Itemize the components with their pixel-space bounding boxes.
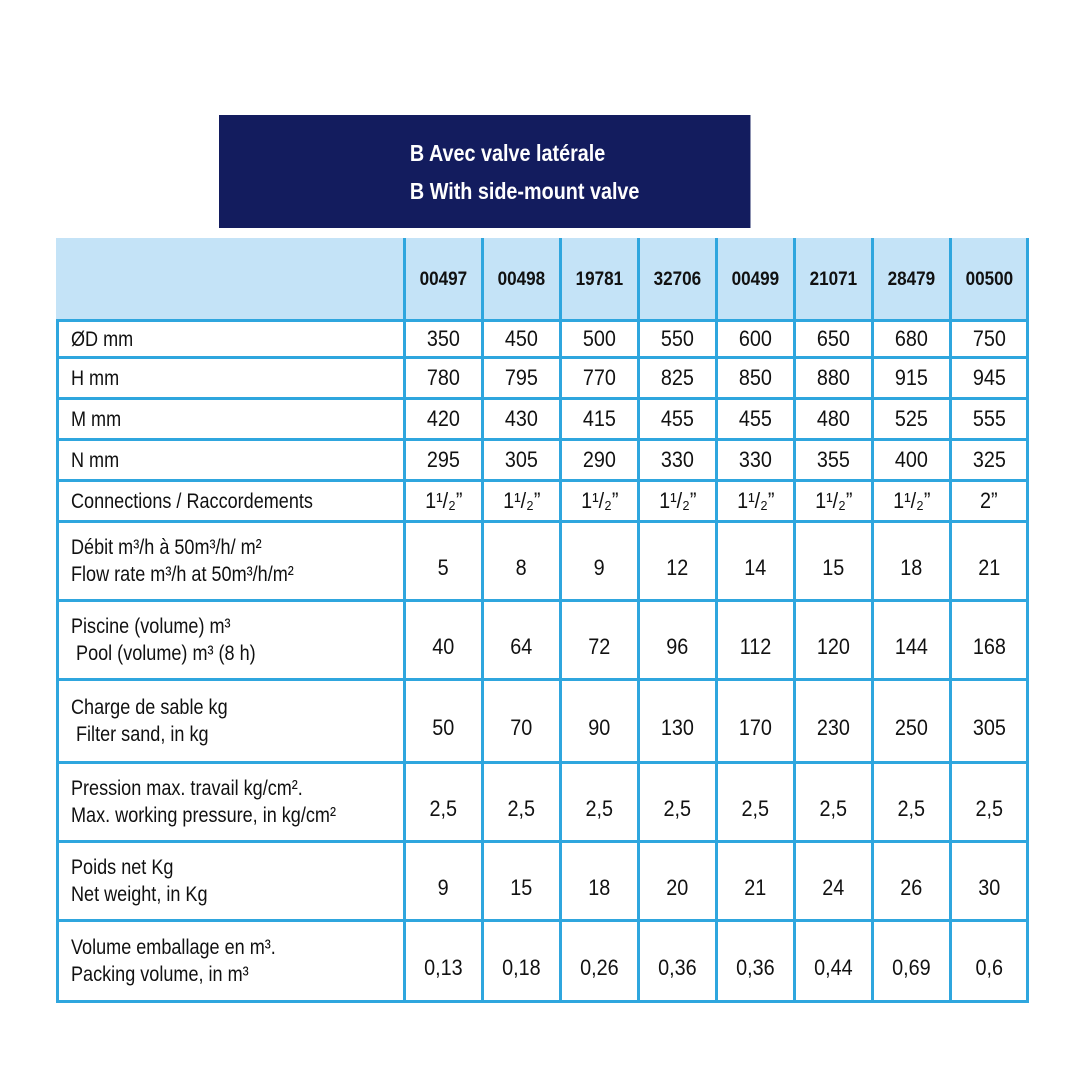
table-cell: 30: [951, 842, 1028, 921]
column-header: 00499: [717, 240, 795, 321]
table-cell: 500: [561, 321, 639, 358]
table-cell: 250: [873, 680, 951, 763]
table-cell: 2,5: [951, 763, 1028, 842]
table-row: [58, 763, 1028, 842]
table-cell: 96: [639, 601, 717, 680]
table-cell: 880: [795, 358, 873, 399]
table-cell: 64: [483, 601, 561, 680]
table-cell: 1¹/₂”: [639, 481, 717, 522]
table-cell: 330: [717, 440, 795, 481]
table-cell: 770: [561, 358, 639, 399]
column-header: 32706: [639, 240, 717, 321]
row-label-line-1: Débit m³/h à 50m³/h/ m²: [71, 536, 262, 559]
table-cell: 525: [873, 399, 951, 440]
table-cell: 230: [795, 680, 873, 763]
table-cell: 144: [873, 601, 951, 680]
table-cell: 795: [483, 358, 561, 399]
column-header: 00497: [405, 240, 483, 321]
row-label: [58, 440, 405, 481]
table-cell: 15: [483, 842, 561, 921]
table-cell: 1¹/₂”: [717, 481, 795, 522]
spec-table-container: [56, 238, 1026, 1003]
table-row: [58, 522, 1028, 601]
row-label-line-2: Flow rate m³/h at 50m³/h/m²: [71, 563, 294, 586]
title-french: B Avec valve latérale: [409, 139, 606, 166]
table-row: [58, 601, 1028, 680]
table-row: [58, 399, 1028, 440]
table-cell: 600: [717, 321, 795, 358]
row-label: [58, 921, 405, 1002]
table-cell: 2,5: [795, 763, 873, 842]
table-cell: 455: [639, 399, 717, 440]
table-cell: 550: [639, 321, 717, 358]
table-row: [58, 321, 1028, 358]
row-label-line-1: N mm: [71, 448, 120, 472]
table-cell: 1¹/₂”: [483, 481, 561, 522]
table-cell: 40: [405, 601, 483, 680]
table-cell: 1¹/₂”: [561, 481, 639, 522]
table-cell: 0,36: [639, 921, 717, 1002]
row-label: [58, 601, 405, 680]
table-cell: 420: [405, 399, 483, 440]
table-cell: 450: [483, 321, 561, 358]
row-label-line-2: Filter sand, in kg: [71, 723, 209, 746]
table-cell: 305: [483, 440, 561, 481]
table-cell: 0,44: [795, 921, 873, 1002]
table-cell: 305: [951, 680, 1028, 763]
spec-table: [56, 238, 1029, 1003]
table-cell: 15: [795, 522, 873, 601]
table-cell: 18: [561, 842, 639, 921]
table-cell: 1¹/₂”: [873, 481, 951, 522]
table-cell: 14: [717, 522, 795, 601]
table-cell: 1¹/₂”: [405, 481, 483, 522]
table-cell: 9: [405, 842, 483, 921]
table-cell: 26: [873, 842, 951, 921]
table-cell: 750: [951, 321, 1028, 358]
row-label-line-1: Pression max. travail kg/cm².: [71, 777, 303, 800]
table-cell: 850: [717, 358, 795, 399]
table-cell: 480: [795, 399, 873, 440]
table-cell: 2,5: [873, 763, 951, 842]
row-label-line-1: Charge de sable kg: [71, 696, 228, 719]
table-cell: 130: [639, 680, 717, 763]
row-label-line-1: H mm: [71, 366, 120, 390]
row-label-line-2: Max. working pressure, in kg/cm²: [71, 804, 336, 827]
table-cell: 18: [873, 522, 951, 601]
row-label-line-2: Packing volume, in m³: [71, 963, 249, 986]
row-label-line-1: Piscine (volume) m³: [71, 615, 231, 638]
row-label: [58, 399, 405, 440]
row-label-line-2: Pool (volume) m³ (8 h): [71, 642, 256, 665]
table-cell: 50: [405, 680, 483, 763]
table-cell: 0,36: [717, 921, 795, 1002]
table-cell: 0,18: [483, 921, 561, 1002]
row-label: [58, 842, 405, 921]
column-header: 19781: [561, 240, 639, 321]
table-cell: 325: [951, 440, 1028, 481]
table-cell: 350: [405, 321, 483, 358]
table-title-banner: [219, 115, 750, 228]
table-cell: 680: [873, 321, 951, 358]
table-cell: 295: [405, 440, 483, 481]
column-header: 00498: [483, 240, 561, 321]
row-label: [58, 321, 405, 358]
row-label: [58, 763, 405, 842]
table-cell: 915: [873, 358, 951, 399]
row-label-line-1: Connections / Raccordements: [71, 489, 313, 513]
row-label: [58, 358, 405, 399]
table-cell: 2”: [951, 481, 1028, 522]
table-cell: 0,6: [951, 921, 1028, 1002]
table-cell: 2,5: [639, 763, 717, 842]
table-cell: 90: [561, 680, 639, 763]
table-row: [58, 921, 1028, 1002]
row-label-line-1: M mm: [71, 407, 122, 431]
table-row: [58, 680, 1028, 763]
table-row: [58, 481, 1028, 522]
row-label-line-2: Net weight, in Kg: [71, 883, 208, 906]
row-label: [58, 481, 405, 522]
column-header: 28479: [873, 240, 951, 321]
table-cell: 2,5: [405, 763, 483, 842]
table-cell: 112: [717, 601, 795, 680]
table-cell: 355: [795, 440, 873, 481]
table-cell: 415: [561, 399, 639, 440]
table-cell: 780: [405, 358, 483, 399]
table-cell: 330: [639, 440, 717, 481]
table-cell: 21: [717, 842, 795, 921]
table-cell: 168: [951, 601, 1028, 680]
table-row: [58, 842, 1028, 921]
table-cell: 2,5: [561, 763, 639, 842]
table-cell: 0,69: [873, 921, 951, 1002]
table-cell: 9: [561, 522, 639, 601]
table-cell: 400: [873, 440, 951, 481]
table-cell: 455: [717, 399, 795, 440]
table-cell: 290: [561, 440, 639, 481]
table-cell: 12: [639, 522, 717, 601]
row-label-line-1: Volume emballage en m³.: [71, 936, 276, 959]
row-label: [58, 522, 405, 601]
table-cell: 1¹/₂”: [795, 481, 873, 522]
table-cell: 70: [483, 680, 561, 763]
table-cell: 24: [795, 842, 873, 921]
table-cell: 2,5: [483, 763, 561, 842]
table-cell: 21: [951, 522, 1028, 601]
title-english: B With side-mount valve: [409, 177, 640, 204]
header-row: [58, 240, 1028, 321]
table-cell: 0,26: [561, 921, 639, 1002]
table-cell: 2,5: [717, 763, 795, 842]
table-cell: 555: [951, 399, 1028, 440]
column-header: 00500: [951, 240, 1028, 321]
column-header: 21071: [795, 240, 873, 321]
table-cell: 5: [405, 522, 483, 601]
row-label: [58, 680, 405, 763]
table-cell: 170: [717, 680, 795, 763]
table-cell: 430: [483, 399, 561, 440]
table-row: [58, 440, 1028, 481]
table-cell: 20: [639, 842, 717, 921]
header-corner-cell: [58, 240, 405, 321]
row-label-line-1: Poids net Kg: [71, 856, 174, 879]
table-cell: 825: [639, 358, 717, 399]
table-cell: 0,13: [405, 921, 483, 1002]
table-cell: 650: [795, 321, 873, 358]
table-cell: 8: [483, 522, 561, 601]
row-label-line-1: ØD mm: [71, 327, 134, 351]
table-row: [58, 358, 1028, 399]
table-cell: 120: [795, 601, 873, 680]
table-cell: 945: [951, 358, 1028, 399]
table-cell: 72: [561, 601, 639, 680]
